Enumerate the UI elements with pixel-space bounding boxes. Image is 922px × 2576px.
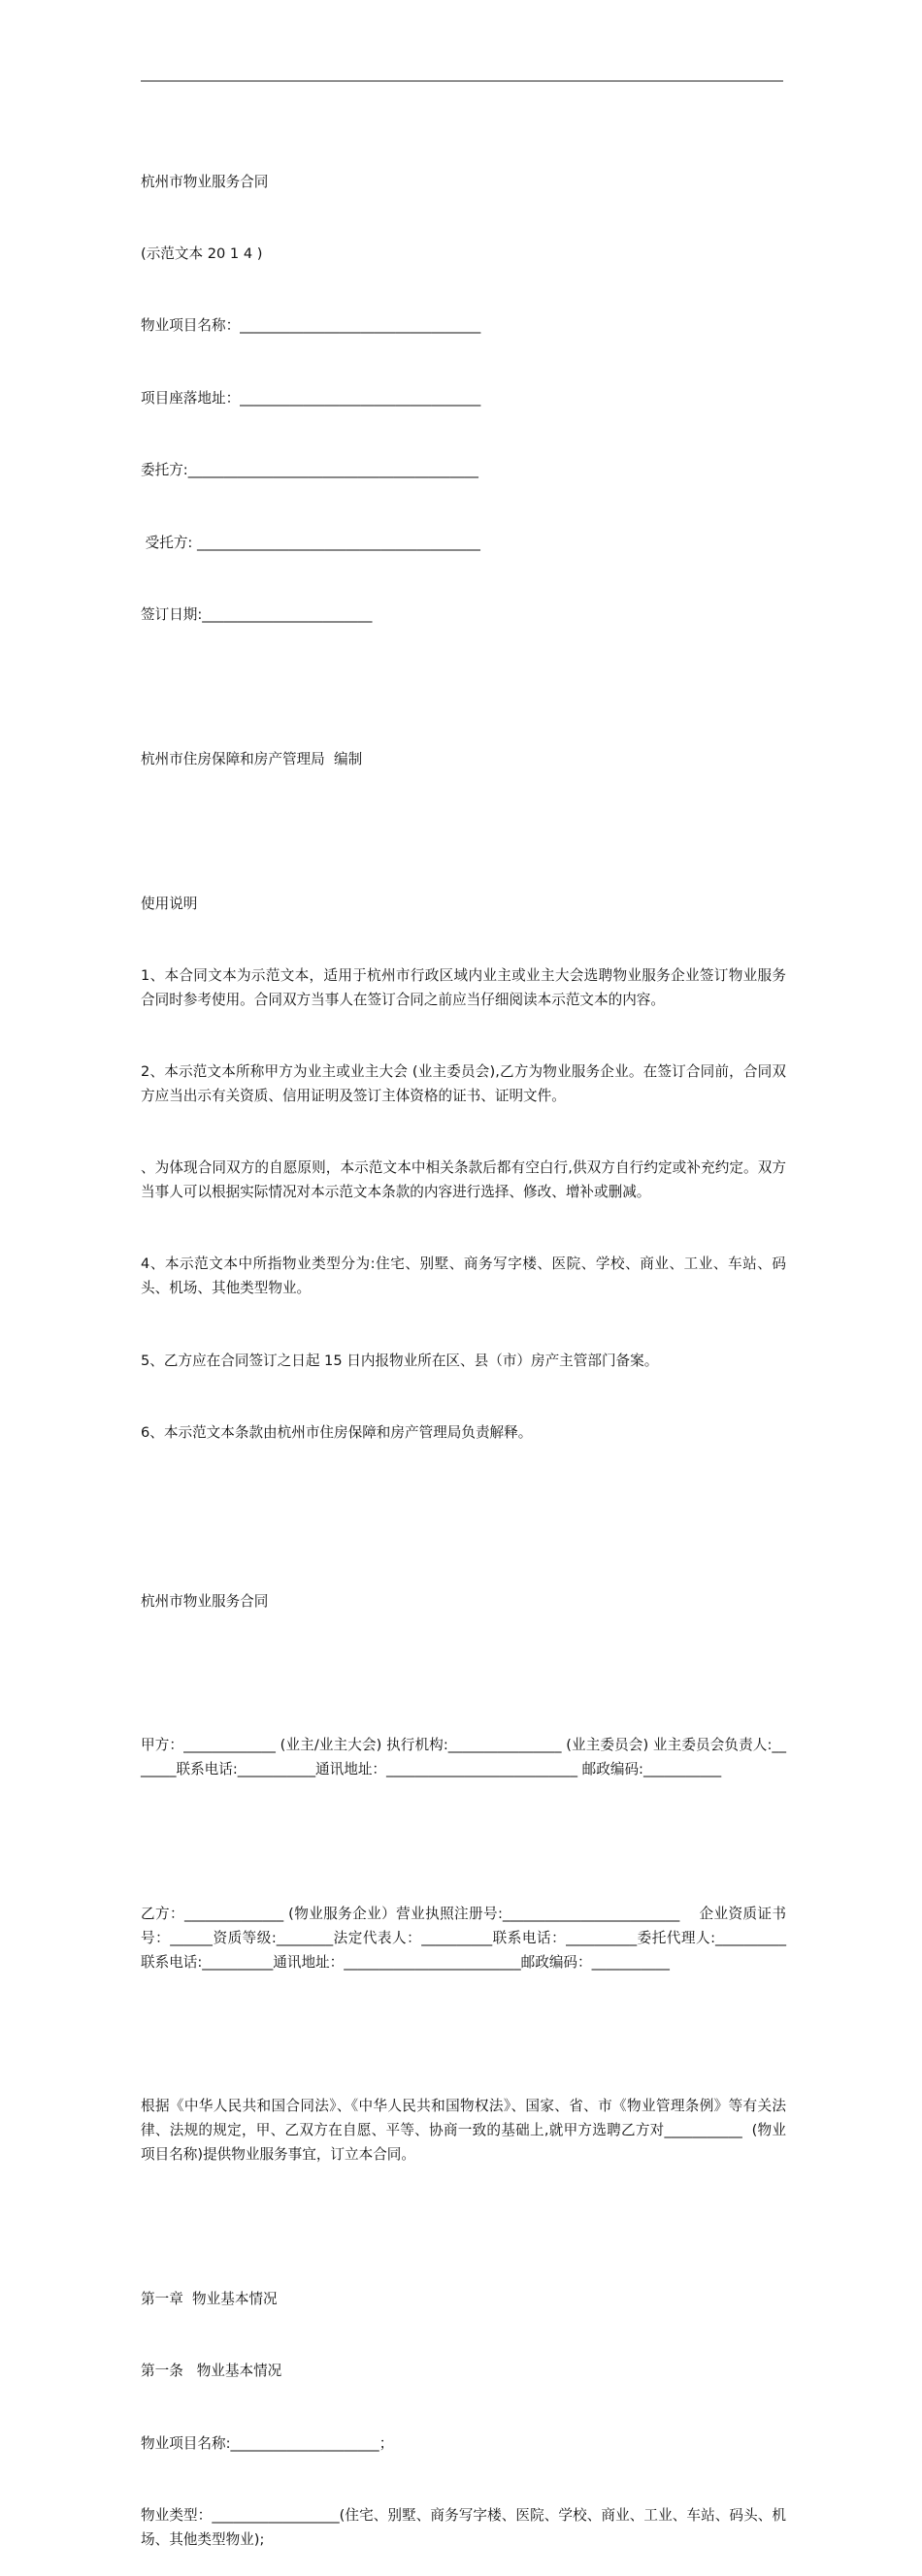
party-a-block: 甲方：_____________ (业主/业主大会) 执行机构:________________ (业主委员会) 业主委员会负责人:_______联系电话:___________通讯地址：___________________________ 邮政编码:___________: [141, 1737, 786, 1778]
cover-contractor-label: 受托方:: [141, 534, 197, 551]
cover-project-name-line: 物业项目名称：__________________________________: [141, 317, 481, 335]
document-body: [141, 122, 791, 2576]
cover-project-address-label: 项目座落地址：: [141, 389, 241, 407]
instruction-item-3: 、为体现合同双方的自愿原则，本示范文本中相关条款后都有空白行,供双方自行约定或补充约定。双方当事人可以根据实际情况对本示范文本条款的内容进行选择、修改、增补或删减。: [141, 1159, 786, 1201]
cover-contractor-line: 受托方: ________________________________________: [141, 534, 480, 551]
cover-client-line: 委托方:_________________________________________: [141, 462, 478, 479]
cover-client-label: 委托方:: [141, 462, 188, 479]
cover-title: 杭州市物业服务合同: [141, 173, 269, 190]
chapter-1-heading: 第一章 物业基本情况: [141, 2290, 278, 2307]
cover-project-name-label: 物业项目名称：: [141, 317, 241, 335]
header-rule: [141, 81, 783, 82]
contract-preamble: 根据《中华人民共和国合同法》、《中华人民共和国物权法》、国家、省、市《物业管理条例》等有关法律、法规的规定，甲、乙双方在自愿、平等、协商一致的基础上,就甲方选聘乙方对___________ (物业项目名称)提供物业服务事宜，订立本合同。: [141, 2098, 786, 2163]
instruction-item-6: 6、本示范文本条款由杭州市住房保障和房产管理局负责解释。: [141, 1424, 533, 1442]
instructions-heading: 使用说明: [141, 895, 198, 912]
property-type-line: 物业类型：__________________(住宅、别墅、商务写字楼、医院、学校、商业、工业、车站、码头、机场、其他类型物业);: [141, 2506, 786, 2548]
cover-sign-date-line: 签订日期:________________________: [141, 605, 373, 623]
party-b-block: 乙方：______________ (物业服务企业）营业执照注册号:_________________________ 企业资质证书号：______资质等级:________法定代表人：__________联系电话：__________委托代理人:__________ 联系电话:__________通讯地址：_________________________邮政编码：___________: [141, 1905, 791, 1971]
cover-project-address-line: 项目座落地址：__________________________________: [141, 389, 481, 407]
property-name-line: 物业项目名称:_____________________；: [141, 2434, 394, 2452]
instruction-item-1: 1、本合同文本为示范文本，适用于杭州市行政区域内业主或业主大会选聘物业服务企业签订物业服务合同时参考使用。合同双方当事人在签订合同之前应当仔细阅读本示范文本的内容。: [141, 966, 786, 1008]
cover-compiler: 杭州市住房保障和房产管理局 编制: [141, 750, 363, 767]
instruction-item-2: 2、本示范文本所称甲方为业主或业主大会 (业主委员会),乙方为物业服务企业。在签订合同前，合同双方应当出示有关资质、信用证明及签订主体资格的证书、证明文件。: [141, 1063, 786, 1104]
article-1-heading: 第一条 物业基本情况: [141, 2363, 282, 2380]
instruction-item-4: 4、本示范文本中所指物业类型分为:住宅、别墅、商务写字楼、医院、学校、商业、工业、车站、码头、机场、其他类型物业。: [141, 1255, 786, 1297]
contract-title: 杭州市物业服务合同: [141, 1592, 269, 1610]
cover-edition: (示范文本 20 1 4 ): [141, 245, 263, 262]
cover-sign-date-label: 签订日期:: [141, 605, 203, 623]
instruction-item-5: 5、乙方应在合同签订之日起 15 日内报物业所在区、县（市）房产主管部门备案。: [141, 1352, 659, 1369]
